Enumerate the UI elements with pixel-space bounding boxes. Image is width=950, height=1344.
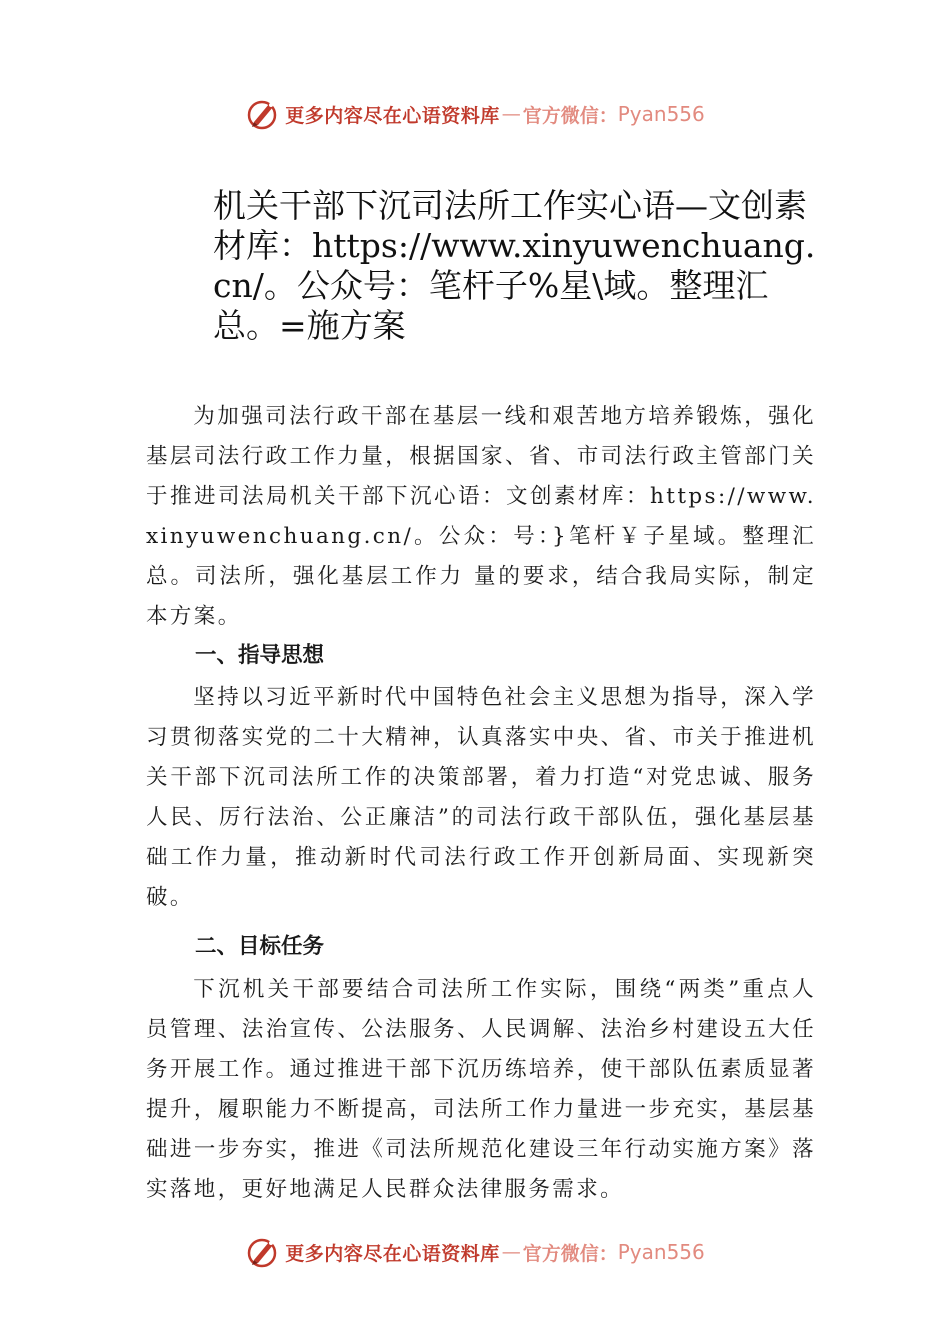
pen-logo-icon: [245, 1234, 281, 1270]
banner-separator: —: [501, 1241, 521, 1263]
pen-logo-icon: [245, 96, 281, 132]
paragraph-guiding-ideology: 坚持以习近平新时代中国特色社会主义思想为指导，深入学习贯彻落实党的二十大精神，认真落实中央、省、市关于推进机关干部下沉司法所工作的决策部署，着力打造“对党忠诚、服务人民、厉行法治、公正廉洁”的司法行政干部队伍，强化基层基础工作力量，推动新时代司法行政工作开创新局面、实现新突破。: [146, 685, 816, 910]
banner-site-name: 更多内容尽在心语资料库: [285, 1242, 500, 1265]
document-title: 机关干部下沉司法所工作实心语—文创素材库：https://www.xinyuwenchuang.cn/。公众号：笔杆子%星\域。整理汇总。=施方案: [213, 186, 816, 345]
section-heading-guiding-ideology: 一、指导思想: [195, 643, 325, 668]
banner-site-name: 更多内容尽在心语资料库: [285, 104, 500, 127]
banner-wechat-id: Pyan556: [617, 102, 705, 126]
footer-banner: [0, 1232, 950, 1272]
header-banner: [0, 94, 950, 134]
banner-wechat-label: 官方微信：: [522, 104, 618, 127]
section-heading-goals: 二、目标任务: [195, 934, 325, 959]
paragraph-intro: 为加强司法行政干部在基层一线和艰苦地方培养锻炼，强化基层司法行政工作力量，根据国家、省、市司法行政主管部门关于推进司法局机关干部下沉心语：文创素材库：https://www.xinyuwenchuang.cn/。公众：号：}笔杆￥子星域。整理汇总。司法所，强化基层工作力 量的要求，结合我局实际，制定本方案。: [146, 404, 816, 629]
banner-wechat-id: Pyan556: [617, 1240, 705, 1264]
paragraph-goals: 下沉机关干部要结合司法所工作实际，围绕“两类”重点人员管理、法治宣传、公法服务、人民调解、法治乡村建设五大任务开展工作。通过推进干部下沉历练培养，使干部队伍素质显著提升，履职能力不断提高，司法所工作力量进一步充实，基层基础进一步夯实，推进《司法所规范化建设三年行动实施方案》落实落地，更好地满足人民群众法律服务需求。: [146, 977, 816, 1202]
banner-separator: —: [501, 103, 521, 125]
banner-wechat-label: 官方微信：: [522, 1242, 618, 1265]
